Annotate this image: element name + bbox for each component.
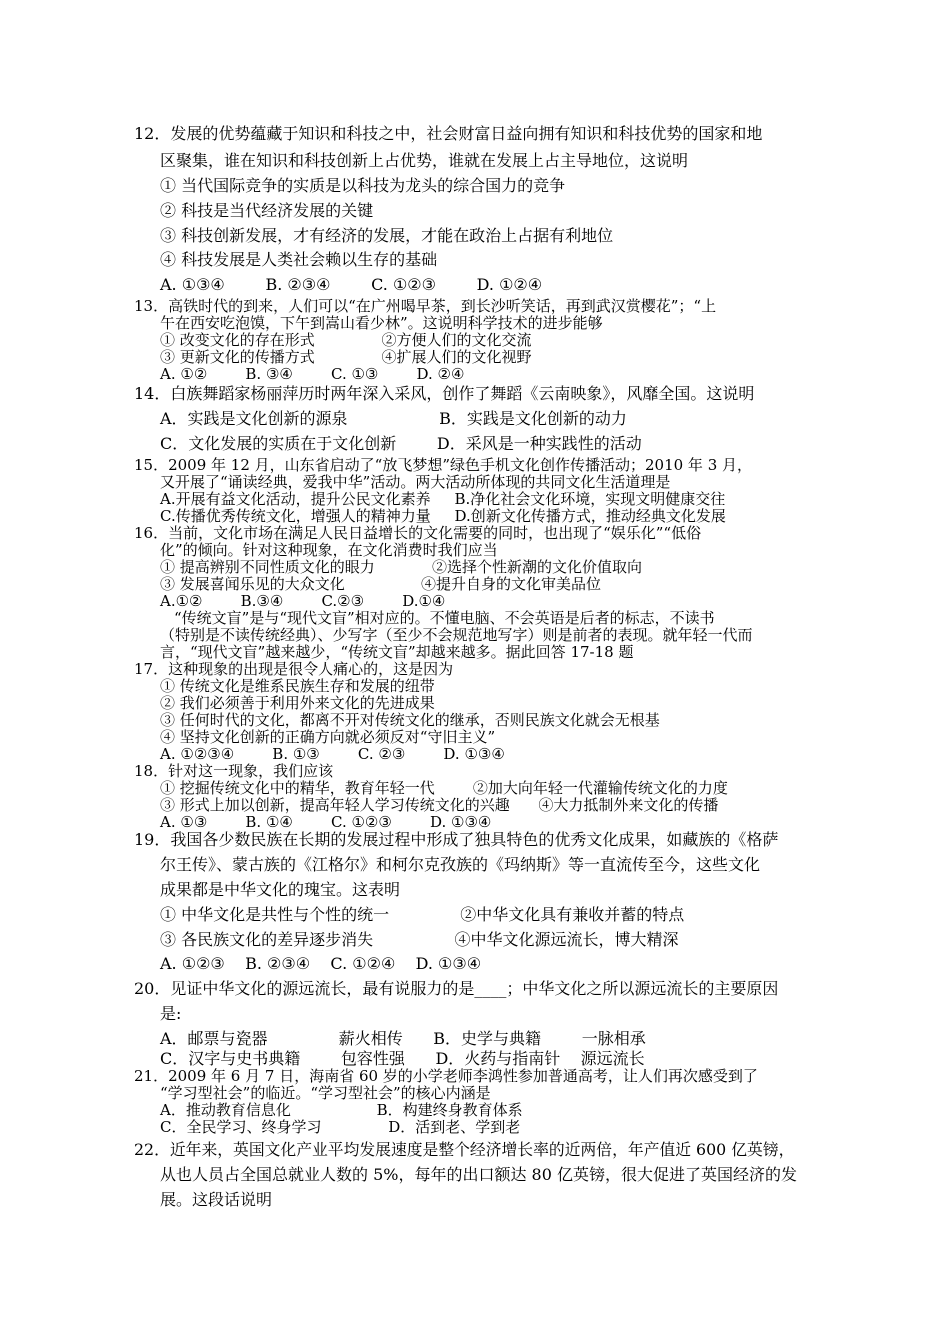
question-stem-line: 午在西安吃泡馍，下午到嵩山看少林”。这说明科学技术的进步能够	[160, 314, 603, 332]
options-line: C．全民学习、终身学习 D．活到老、学到老	[160, 1118, 521, 1136]
question-stem-line: 15．2009 年 12 月，山东省启动了“放飞梦想”绿色手机文化创作传播活动；2010 年 3 月，	[134, 456, 753, 474]
options-line: A. ①②③④ B. ①③ C. ②③ D. ①③④	[160, 745, 505, 763]
options-line: C．汉字与史书典籍 包容性强 D．火药与指南针 源远流长	[160, 1049, 645, 1068]
question-stem-line: 尔王传》、蒙古族的《江格尔》和柯尔克孜族的《玛纳斯》等一直流传至今，这些文化	[160, 855, 761, 874]
options-line: A．实践是文化创新的源泉 B．实践是文化创新的动力	[160, 409, 627, 428]
statement-line: ③ 科技创新发展，才有经济的发展，才能在政治上占据有利地位	[160, 226, 614, 245]
question-stem-line: 19．我国各少数民族在长期的发展过程中形成了独具特色的优秀文化成果，如藏族的《格萨	[134, 830, 779, 849]
options-line: A．推动教育信息化 B．构建终身教育体系	[160, 1101, 523, 1119]
statement-line: ④ 科技发展是人类社会赖以生存的基础	[160, 250, 438, 269]
question-stem-line: 区聚集，谁在知识和科技创新上占优势，谁就在发展上占主导地位，这说明	[160, 151, 689, 170]
statement-line: ① 中华文化是共性与个性的统一 ②中华文化具有兼收并蓄的特点	[160, 905, 685, 924]
material-line: （特别是不读传统经典）、少写字（至少不会规范地写字）则是前者的表现。就年轻一代而	[160, 626, 753, 644]
statement-line: ① 当代国际竞争的实质是以科技为龙头的综合国力的竞争	[160, 176, 566, 195]
question-stem-line: “学习型社会”的临近。“学习型社会”的核心内涵是	[160, 1084, 491, 1102]
options-line: A.①② B.③④ C.②③ D.①④	[160, 592, 446, 610]
statement-line: ③ 任何时代的文化，都离不开对传统文化的继承，否则民族文化就会无根基	[160, 711, 660, 729]
statement-line: ③ 各民族文化的差异逐步消失 ④中华文化源远流长，博大精深	[160, 930, 679, 949]
statement-line: ② 科技是当代经济发展的关键	[160, 201, 374, 220]
question-stem-line: 12．发展的优势蕴藏于知识和科技之中，社会财富日益向拥有知识和科技优势的国家和地	[134, 124, 763, 143]
question-stem-line: 17．这种现象的出现是很令人痛心的，这是因为	[134, 660, 454, 678]
question-stem-line: 16．当前，文化市场在满足人民日益增长的文化需要的同时，也出现了“娱乐化”“低俗	[134, 524, 702, 542]
statement-line: ③ 更新文化的传播方式 ④扩展人们的文化视野	[160, 348, 532, 366]
statement-line: ① 改变文化的存在形式 ②方便人们的文化交流	[160, 331, 532, 349]
question-stem-line: 22．近年来，英国文化产业平均发展速度是整个经济增长率的近两倍，年产值近 600 亿英镑，	[134, 1140, 795, 1159]
options-line: C.传播优秀传统文化，增强人的精神力量 D.创新文化传播方式，推动经典文化发展	[160, 507, 726, 525]
statement-line: ④ 坚持文化创新的正确方向就必须反对“守旧主义”	[160, 728, 496, 746]
question-stem-line: 14．白族舞蹈家杨丽萍历时两年深入采风，创作了舞蹈《云南映象》，风靡全国。这说明	[134, 384, 755, 403]
statement-line: ② 我们必须善于利用外来文化的先进成果	[160, 694, 435, 712]
statement-line: ① 传统文化是维系民族生存和发展的纽带	[160, 677, 435, 695]
statement-line: ① 提高辨别不同性质文化的眼力 ②选择个性新潮的文化价值取向	[160, 558, 642, 576]
question-stem-line: 是:	[160, 1004, 182, 1023]
question-stem-line: 化”的倾向。针对这种现象，在文化消费时我们应当	[160, 541, 498, 559]
question-stem-line: 又开展了“诵读经典，爱我中华”活动。两大活动所体现的共同文化生活道理是	[160, 473, 671, 491]
question-stem-line: 从也人员占全国总就业人数的 5%，每年的出口额达 80 亿英镑，很大促进了英国经济的发	[160, 1165, 798, 1184]
statement-line: ③ 发展喜闻乐见的大众文化 ④提升自身的文化审美品位	[160, 575, 602, 593]
question-stem-line: 13．高铁时代的到来，人们可以“在广州喝早茶，到长沙听笑话，再到武汉赏樱花”；“上	[134, 297, 717, 315]
question-stem-line: 成果都是中华文化的瑰宝。这表明	[160, 880, 401, 899]
question-stem-line: 20．见证中华文化的源远流长，最有说服力的是____；中华文化之所以源远流长的主要原因	[134, 979, 779, 998]
statement-line: ① 挖掘传统文化中的精华，教育年轻一代 ②加大向年轻一代灌输传统文化的力度	[160, 779, 728, 797]
options-line: A. ①② B. ③④ C. ①③ D. ②④	[160, 365, 465, 383]
options-line: A.开展有益文化活动，提升公民文化素养 B.净化社会文化环境，实现文明健康交往	[160, 490, 726, 508]
material-line: 言，“现代文盲”越来越少，“传统文盲”却越来越多。据此回答 17-18 题	[160, 643, 634, 661]
statement-line: ③ 形式上加以创新，提高年轻人学习传统文化的兴趣 ④大力抵制外来文化的传播	[160, 796, 719, 814]
question-stem-line: 21．2009 年 6 月 7 日，海南省 60 岁的小学老师李鸿性参加普通高考，让人们再次感受到了	[134, 1067, 758, 1085]
question-stem-line: 18．针对这一现象，我们应该	[134, 762, 334, 780]
options-line: A. ①③④ B. ②③④ C. ①②③ D. ①②④	[160, 275, 543, 294]
options-line: A. ①②③ B. ②③④ C. ①②④ D. ①③④	[160, 954, 482, 973]
material-line: “传统文盲”是与“现代文盲”相对应的。不懂电脑、不会英语是后者的标志，不读书	[174, 609, 715, 627]
question-stem-line: 展。这段话说明	[160, 1190, 273, 1209]
options-line: A．邮票与瓷器 薪火相传 B．史学与典籍 一脉相承	[160, 1029, 646, 1048]
options-line: C．文化发展的实质在于文化创新 D．采风是一种实践性的活动	[160, 434, 642, 453]
options-line: A. ①③ B. ①④ C. ①②③ D. ①③④	[160, 813, 492, 831]
